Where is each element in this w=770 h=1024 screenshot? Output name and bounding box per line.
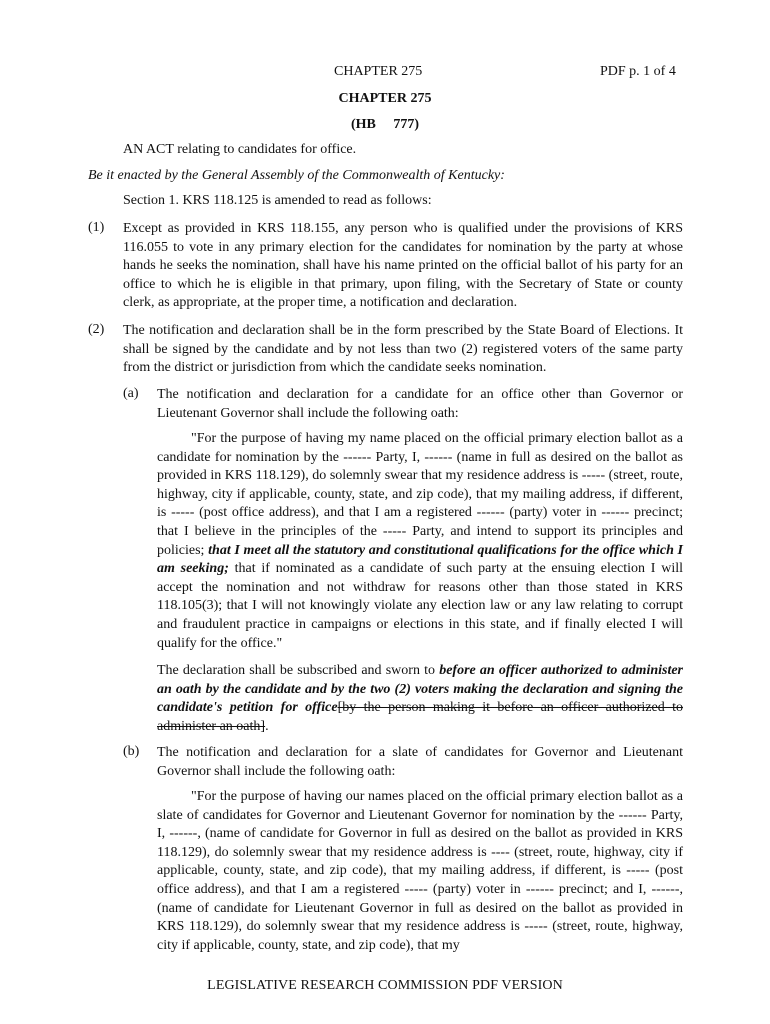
act-title: AN ACT relating to candidates for office. <box>123 142 357 157</box>
paragraph-b-text: The notification and declaration for a slate of candidates for Governor and Lieutenant Governor shall include the following oath: <box>157 745 683 779</box>
subsection-1-text: Except as provided in KRS 118.155, any person who is qualified under the provisions of KRS 116.055 to vote in any primary election for the candidates for nomination by the party at whose hands he seeks the nomination, shall have his name printed on the official ballot of his party for an office to which he is eligible in that primary, upon filing, with the Secretary of State or county clerk, as appropriate, at the proper time, a notification and declaration. <box>123 221 683 311</box>
subsection-2-number: (2) <box>88 322 105 337</box>
bill-number: (HB 777) <box>350 117 420 132</box>
running-header-page-number: PDF p. 1 of 4 <box>600 64 676 79</box>
oath-a-part1: "For the purpose of having my name placed on the official primary election ballot as a candidate for nomination by the ------ Party, I, ------ (name in full as desired on the ballot as provided in KRS 118.129), do solemnly swear that my residence address is ----- (street, route, highway, city if applicable, county, state, and zip code), that my mailing address, if different, is ----- (post office address), and that I am a registered ------ (party) voter in ------ precinct; that I believe in the principles of the ----- Party, and intend to support its principles and policies; <box>157 431 683 558</box>
subsection-2-text: The notification and declaration shall be in the form prescribed by the State Board of Elections. It shall be signed by the candidate and by not less than two (2) registered voters of the same party from the district or jurisdiction from which the candidate seeks nomination. <box>123 323 683 376</box>
chapter-title: CHAPTER 275 <box>338 91 432 106</box>
paragraph-a-number: (a) <box>123 386 139 401</box>
declaration-a-part1: The declaration shall be subscribed and sworn to <box>157 663 440 678</box>
oath-a-amendment: that I meet all the statutory and constitutional qualifications for the office which I am seeking; <box>157 542 684 577</box>
paragraph-a-text: The notification and declaration for a candidate for an office other than Governor or Lieutenant Governor shall include the following oath: <box>157 387 683 421</box>
subsection-1-number: (1) <box>88 220 105 235</box>
oath-b-text: "For the purpose of having our names placed on the official primary election ballot as a slate of candidates for Governor and Lieutenant Governor for nomination by the ------ Party, I, ------, (name of candidate for Governor in full as desired on the ballot as provided in KRS 118.129), do solemnly swear that my residence address is ---- (street, route, highway, city if applicable, county, state, and zip code), that my mailing address, if different, is ----- (post office address), and that I am a registered ----- (party) voter in ------ precinct; and I, ------, (name of candidate for Lieutenant Governor in full as desired on the ballot as provided in KRS 118.129), do solemnly swear that my residence address is ----- (street, route, highway, city if applicable, county, state, and zip code), that my <box>157 789 683 953</box>
page-footer: LEGISLATIVE RESEARCH COMMISSION PDF VERSION <box>207 978 563 993</box>
paragraph-b-number: (b) <box>123 744 140 759</box>
oath-a-part2: that if nominated as a candidate of such party at the ensuing election I will accept the nomination and not withdraw for reasons other than those stated in KRS 118.105(3); that I will not knowingly violate any election law or any law relating to corrupt and fraudulent practice in campaigns or elections in this state, and if finally elected I will qualify for the office." <box>157 561 683 651</box>
running-header-chapter: CHAPTER 275 <box>334 64 423 79</box>
declaration-a-end: . <box>265 718 269 734</box>
section-heading: Section 1. KRS 118.125 is amended to read as follows: <box>123 193 432 208</box>
declaration-a-text <box>157 662 683 736</box>
declaration-a-deleted-text: [by the person making it before an officer authorized to administer an oath] <box>157 700 683 734</box>
oath-a-text <box>157 430 683 653</box>
enacting-clause: Be it enacted by the General Assembly of the Commonwealth of Kentucky: <box>88 168 505 183</box>
declaration-a-amendment: before an officer authorized to administer an oath by the candidate and by the two (2) voters making the declaration and signing the candidate's petition for office <box>157 663 684 716</box>
